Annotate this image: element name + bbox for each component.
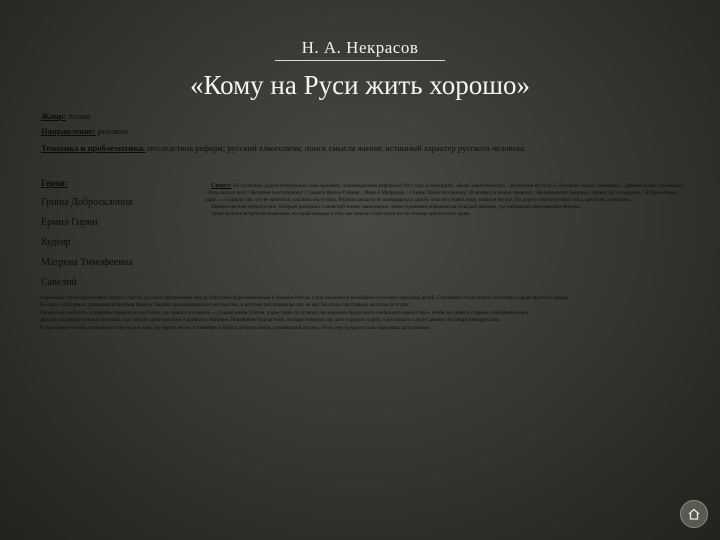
hero-item: Кудеяр xyxy=(41,237,71,248)
direction-value: реализм xyxy=(97,126,128,136)
hero-item: Ермил Гирин xyxy=(41,217,98,228)
author-underline xyxy=(275,60,445,61)
genre-label: Жанр: xyxy=(41,111,67,121)
plot-label: Сюжет: xyxy=(211,183,232,189)
hero-item: Матрена Тимофеевна xyxy=(41,257,133,268)
heroes-list xyxy=(41,173,201,293)
body-paragraph: Продолжая свой путь, странники пришли в село Клин, где правил последыш — старый князь Утятин, а крестьяне по уговору наследников продолжали изображать крепостных, чтобы не лишить старика спокойной жизни. xyxy=(40,309,530,316)
genre-value: поэма xyxy=(68,111,91,121)
home-button[interactable] xyxy=(680,500,708,528)
heroes-label: Герои: xyxy=(41,178,68,188)
body-text xyxy=(34,295,690,332)
home-icon xyxy=(687,507,701,521)
body-paragraph: На скопе счастливых странники встретили Ермила Гирина, прославившегося честностью, о котором рассказывали, что он мог бы стать счастливым, но попал в острог. xyxy=(40,302,411,309)
plot-paragraph: Первым им повстречался поп, который рассказал о нелегкой жизни священника; затем странники побывали на сельской ярмарке, где наблюдали крестьянское веселье. xyxy=(211,204,581,210)
author-name: Н. А. Некрасов xyxy=(301,38,419,57)
theme-line xyxy=(41,143,681,154)
body-paragraph: В заключение поэмы описывается пир на всю мир, где звучат песни, и появляется Гриша Добросклонов, сочиняющий песню о Руси, ему суждено стать народным заступником. xyxy=(40,324,431,331)
slide-title: «Кому на Руси жить хорошо» xyxy=(189,70,531,100)
plot-text: На столбовой дороге встретились семь мужиков, освобожденных реформой 1861 года, и заспорили, «Кому живется весело, / Вольготно на Руси?» «Романов сказал: помещику, / Демьян сказал: чиновнику, / Лука сказал: попу / Купчине толстопузому! / Сказали братья Губины, / Иван и Митродор. / Старик Пахом потужился / И молвил, в землю глядючи: / Вельможному боярину, / Министру государеву. / А Пров сказал: царю...» Спорили так, что не заметили, как ночь наступила. Мужики решили не возвращаться домой, пока не узнают, кому живется весело. По дороге они встречают попа, крестьян, помещика. xyxy=(205,183,684,203)
genre-line xyxy=(41,111,90,122)
direction-line xyxy=(41,126,128,137)
plot-block xyxy=(205,183,685,218)
direction-label: Направление: xyxy=(41,126,96,136)
theme-label: Тематика и проблематика: xyxy=(41,143,146,153)
hero-item: Гриша Добросклонов xyxy=(41,197,133,208)
plot-paragraph: Затем мужики встретили помещика, который поведал о том, как тяжело стало жить после отмены крепостного права. xyxy=(211,211,471,217)
hero-item: Савелий xyxy=(41,277,77,288)
body-paragraph: Странники стали свидетелями спора о счастье русского крестьянина между Павлушей Веретенниковым и Якимом Нагим. Спор закончился всеобщим согласием: народной долей. Странники стали искать счастливых среди простого народа. xyxy=(40,295,570,301)
theme-value: последствия реформ; русский алкоголизм; поиск смысла жизни; истинный характер русского человека xyxy=(147,143,525,153)
body-paragraph: Дальше странники решили поискать счастливую среди женщин и пришли к Матрене Тимофеевне Корчагиной, которая поведала им свою горькую судьбу, и рассказала о деде Савелии, богатыре святорусском. xyxy=(40,317,500,324)
